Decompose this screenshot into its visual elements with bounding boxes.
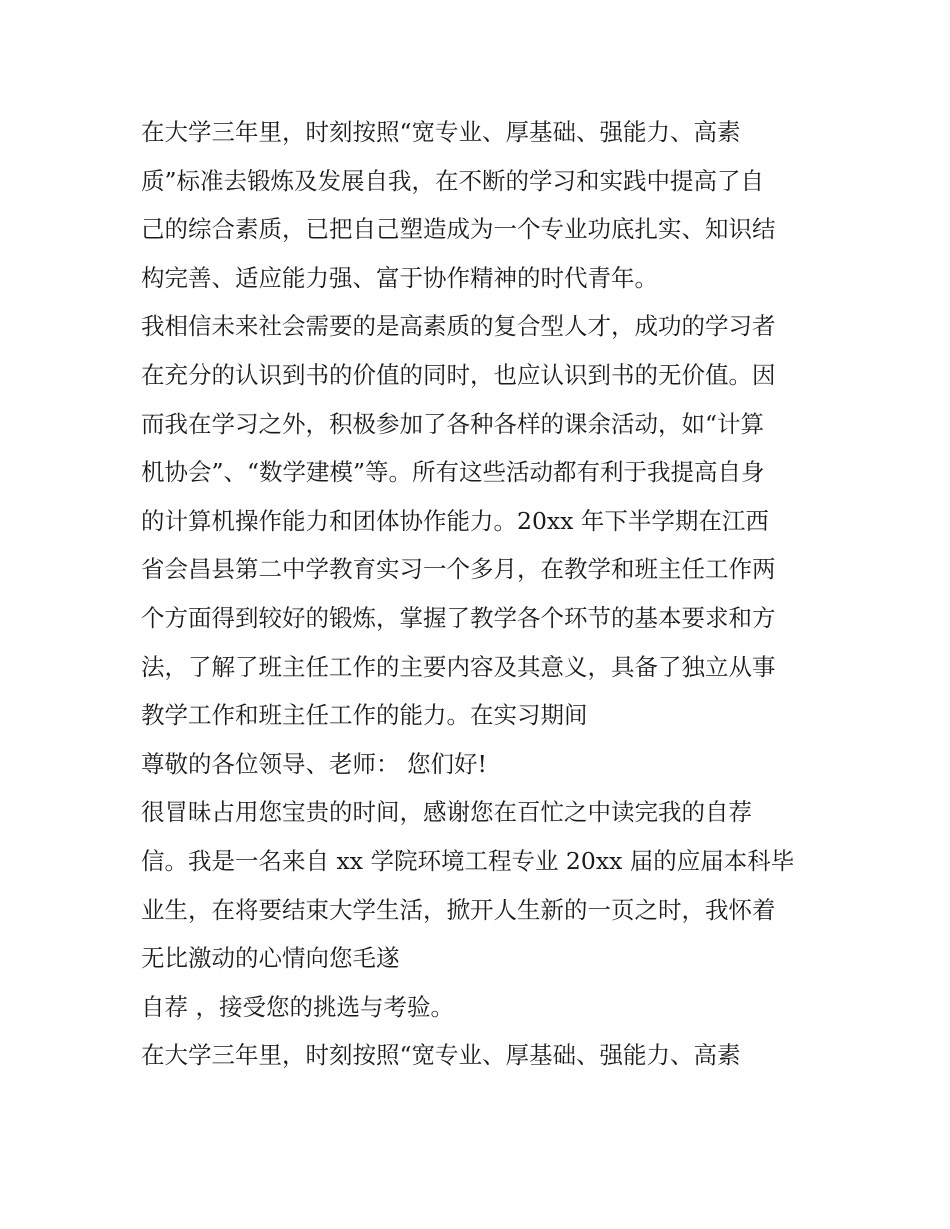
document-text xyxy=(141,108,821,1080)
text-line: 法，了解了班主任工作的主要内容及其意义，具备了独立从事 xyxy=(141,652,776,681)
text-line: 业生，在将要结束大学生活，掀开人生新的一页之时，我怀着 xyxy=(141,895,776,924)
text-line: 我相信未来社会需要的是高素质的复合型人才，成功的学习者 xyxy=(141,312,776,341)
text-line: 尊敬的各位领导、老师： 您们好! xyxy=(141,749,487,778)
text-line: 而我在学习之外，积极参加了各种各样的课余活动，如“计算 xyxy=(141,409,765,438)
text-line: 机协会”、“数学建模”等。所有这些活动都有利于我提高自身 xyxy=(141,458,765,487)
text-line: 教学工作和班主任工作的能力。在实习期间 xyxy=(141,701,588,730)
text-line: 很冒昧占用您宝贵的时间，感谢您在百忙之中读完我的自荐 xyxy=(141,798,752,827)
text-line: 质”标准去锻炼及发展自我，在不断的学习和实践中提高了自 xyxy=(141,166,765,195)
text-line: 省会昌县第二中学教育实习一个多月，在教学和班主任工作两 xyxy=(141,555,776,584)
text-line: 己的综合素质，已把自己塑造成为一个专业功底扎实、知识结 xyxy=(141,215,776,244)
text-line: 在大学三年里，时刻按照“宽专业、厚基础、强能力、高素 xyxy=(141,118,741,146)
text-line: 的计算机操作能力和团体协作能力。20xx 年下半学期在江西 xyxy=(141,506,769,535)
text-line: 个方面得到较好的锻炼，掌握了教学各个环节的基本要求和方 xyxy=(141,603,776,632)
text-line: 无比激动的心情向您毛遂 xyxy=(141,944,400,973)
text-line: 在充分的认识到书的价值的同时，也应认识到书的无价值。因 xyxy=(141,360,776,389)
text-line: 构完善、适应能力强、富于协作精神的时代青年。 xyxy=(141,263,658,292)
text-line: 在大学三年里，时刻按照“宽专业、厚基础、强能力、高素 xyxy=(141,1041,741,1070)
text-line: 信。我是一名来自 xx 学院环境工程专业 20xx 届的应届本科毕 xyxy=(141,846,795,875)
text-line: 自荐 ，接受您的挑选与考验。 xyxy=(141,992,454,1021)
